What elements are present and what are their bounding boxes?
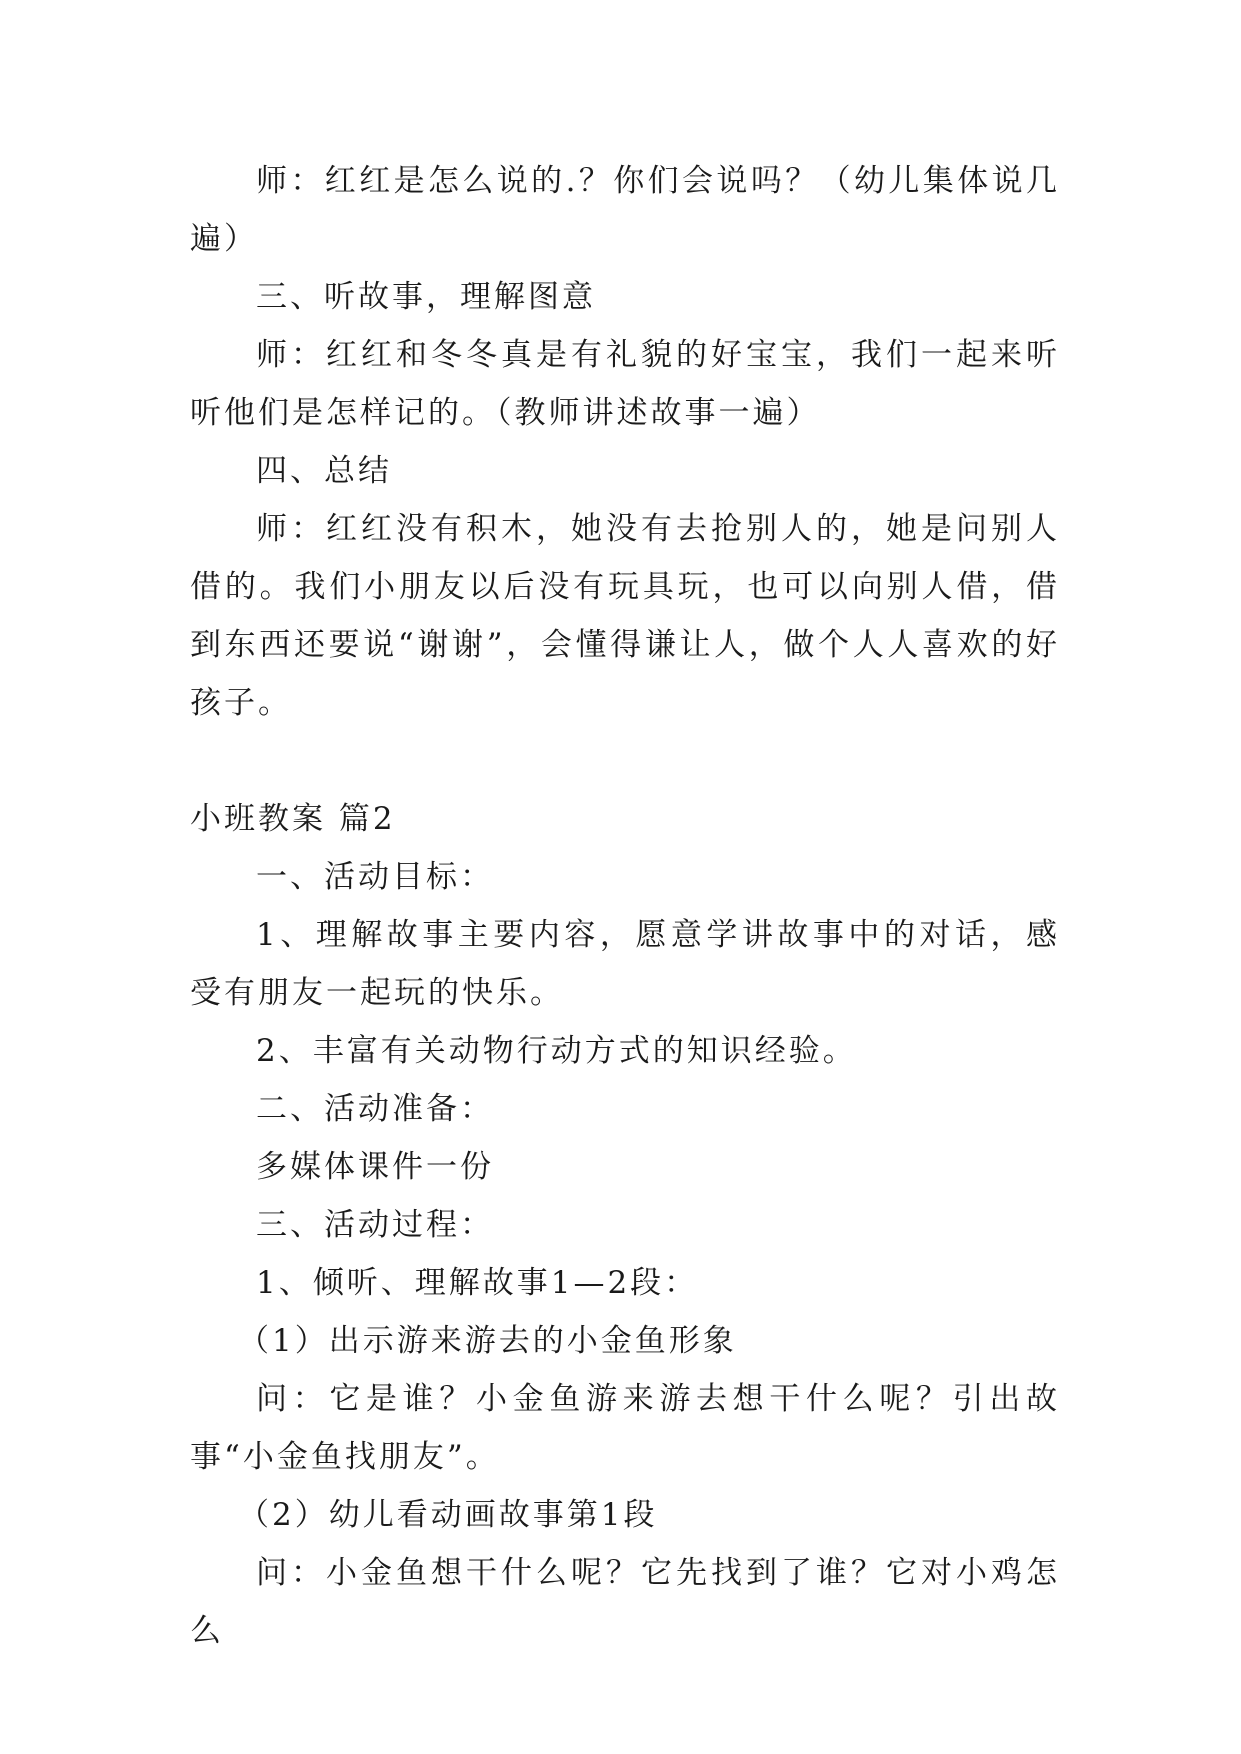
paragraph: 师：红红和冬冬真是有礼貌的好宝宝，我们一起来听听他们是怎样记的。（教师讲述故事一遍） bbox=[190, 337, 1060, 431]
section-title: 小班教案 篇2 bbox=[190, 801, 396, 837]
paragraph: 师：红红没有积木，她没有去抢别人的，她是问别人借的。我们小朋友以后没有玩具玩，也可以向别人借，借到东西还要说“谢谢”，会懂得谦让人，做个人人喜欢的好孩子。 bbox=[190, 511, 1060, 721]
paragraph: 1、倾听、理解故事1—2段： bbox=[256, 1265, 699, 1301]
paragraph: （2）幼儿看动画故事第1段 bbox=[238, 1497, 658, 1533]
document-page bbox=[190, 152, 1060, 1660]
heading-activity-goals: 一、活动目标： bbox=[256, 859, 494, 895]
heading-activity-prep: 二、活动准备： bbox=[256, 1091, 494, 1127]
paragraph: （1）出示游来游去的小金鱼形象 bbox=[238, 1323, 737, 1359]
paragraph: 问：它是谁？小金鱼游来游去想干什么呢？引出故事“小金鱼找朋友”。 bbox=[190, 1381, 1060, 1475]
paragraph: 问：小金鱼想干什么呢？它先找到了谁？它对小鸡怎么 bbox=[190, 1555, 1060, 1649]
paragraph: 师：红红是怎么说的.？你们会说吗？（幼儿集体说几遍） bbox=[190, 163, 1060, 257]
paragraph: 多媒体课件一份 bbox=[256, 1149, 494, 1185]
heading-summary: 四、总结 bbox=[256, 453, 392, 489]
heading-activity-process: 三、活动过程： bbox=[256, 1207, 494, 1243]
paragraph: 2、丰富有关动物行动方式的知识经验。 bbox=[256, 1033, 857, 1069]
paragraph: 1、理解故事主要内容，愿意学讲故事中的对话，感受有朋友一起玩的快乐。 bbox=[190, 917, 1060, 1011]
heading-listen-story: 三、听故事，理解图意 bbox=[256, 279, 596, 315]
